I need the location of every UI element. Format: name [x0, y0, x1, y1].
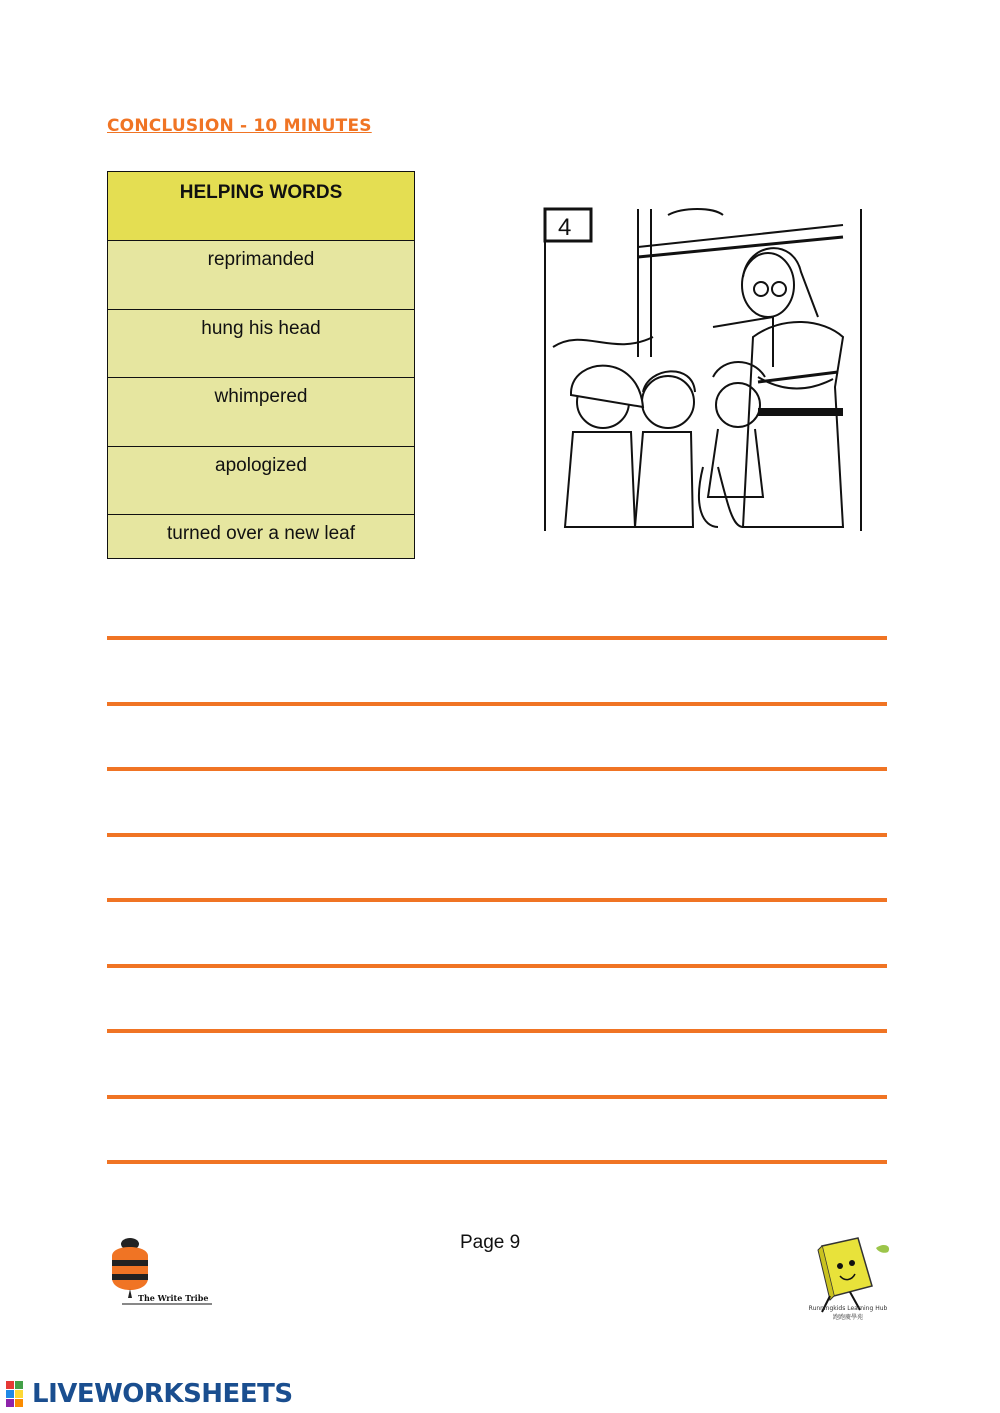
svg-text:The Write Tribe: The Write Tribe: [138, 1293, 209, 1303]
liveworksheets-text: LIVEWORKSHEETS: [32, 1379, 293, 1409]
writing-line[interactable]: [107, 767, 887, 771]
helping-word-row: hung his head: [108, 310, 414, 379]
helping-words-header: HELPING WORDS: [108, 172, 414, 241]
liveworksheets-logo-icon: [6, 1381, 32, 1407]
helping-word-row: reprimanded: [108, 241, 414, 310]
writing-line[interactable]: [107, 636, 887, 640]
panel-number: 4: [558, 214, 572, 241]
writing-line[interactable]: [107, 964, 887, 968]
writing-line[interactable]: [107, 833, 887, 837]
helping-word-row: whimpered: [108, 378, 414, 447]
svg-text:跑跑慶學苑: 跑跑慶學苑: [832, 1314, 864, 1321]
writing-line[interactable]: [107, 702, 887, 706]
the-write-tribe-logo: [108, 1234, 218, 1308]
liveworksheets-branding: [6, 1380, 293, 1408]
svg-text:Runningkids Learning Hub: Runningkids Learning Hub: [808, 1305, 888, 1312]
writing-line[interactable]: [107, 1029, 887, 1033]
writing-line[interactable]: [107, 1160, 887, 1164]
story-illustration: [543, 207, 865, 533]
writing-line[interactable]: [107, 1095, 887, 1099]
runningkids-learning-hub-logo: [800, 1228, 896, 1328]
writing-line[interactable]: [107, 898, 887, 902]
helping-word-row: turned over a new leaf: [108, 515, 414, 558]
section-heading: CONCLUSION - 10 MINUTES: [107, 116, 372, 136]
page-number: Page 9: [460, 1232, 521, 1253]
helping-word-row: apologized: [108, 447, 414, 516]
helping-words-table: [107, 171, 415, 559]
